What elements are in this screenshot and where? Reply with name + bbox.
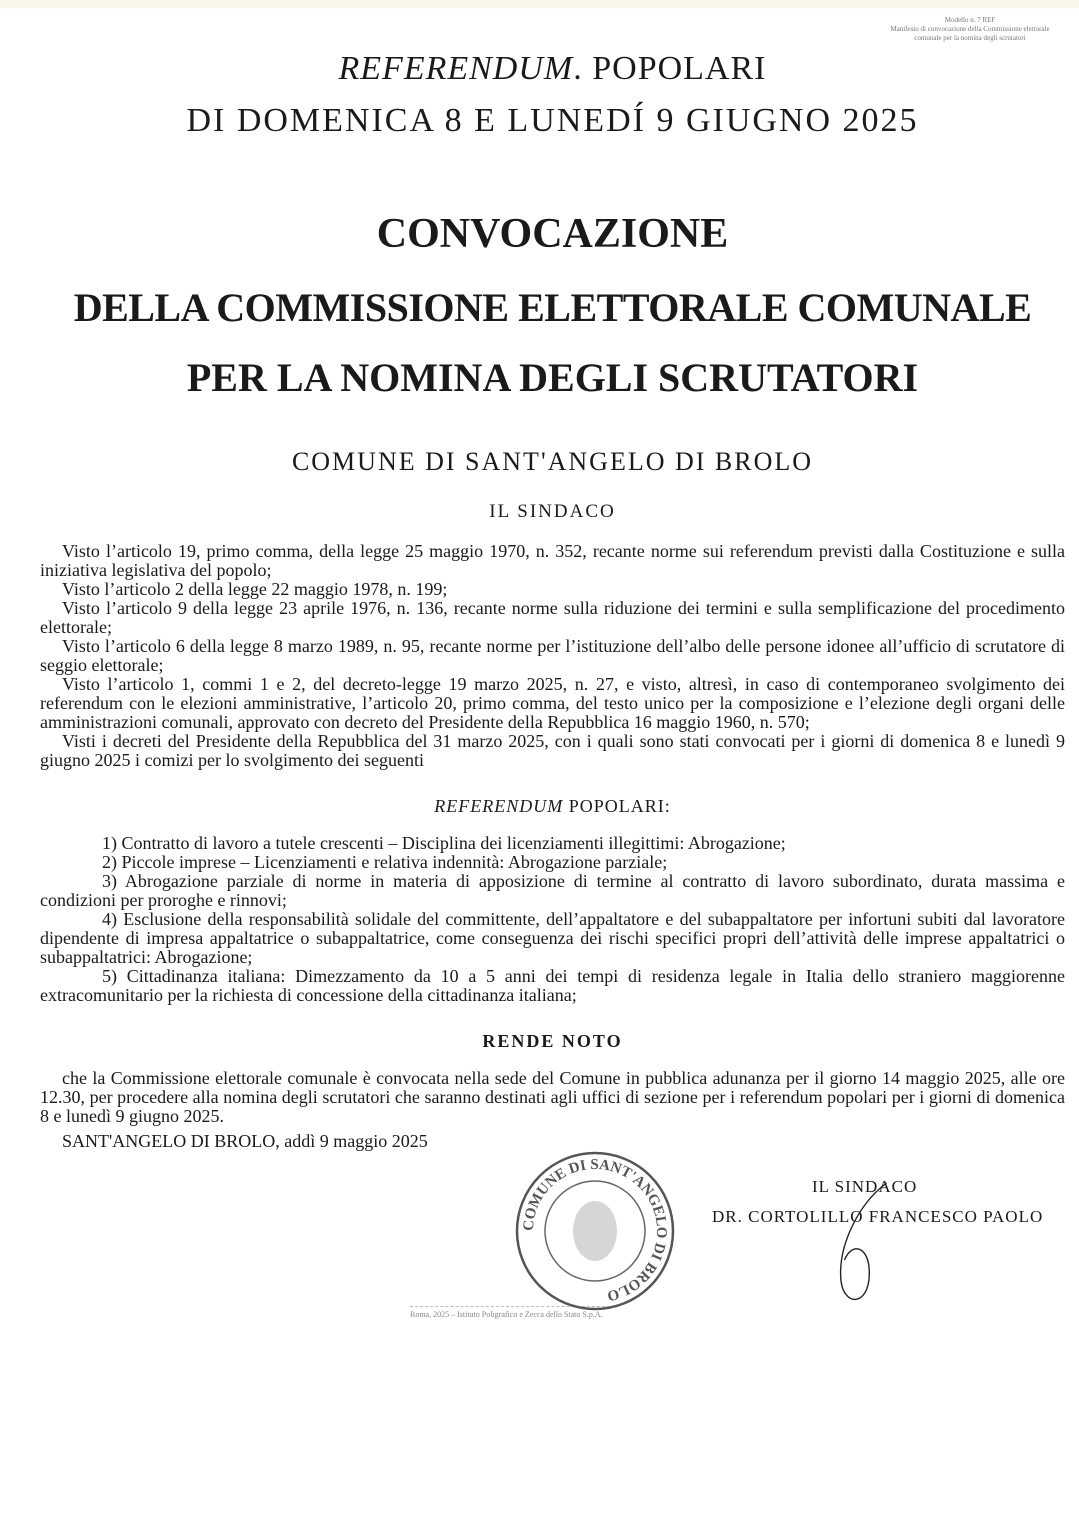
model-number: Modello n. 7 REF <box>944 16 996 24</box>
notice <box>40 1069 1065 1126</box>
document-page <box>40 48 1065 1319</box>
referendum-item: 1) Contratto di lavoro a tutele crescenti – Disciplina dei licenziamenti illegittimi: Abrogazione; <box>102 833 786 853</box>
signature-title: IL SINDACO <box>812 1177 918 1196</box>
main-title-1: CONVOCAZIONE <box>376 211 729 257</box>
title-rest: . POPOLARI <box>573 50 767 87</box>
referendum-heading-rest: POPOLARI: <box>563 796 671 816</box>
rende-noto-heading: RENDE NOTO <box>482 1031 623 1051</box>
notice-paragraph: che la Commissione elettorale comunale è convocata nella sede del Comune in pubblica adunanza per il giorno 14 maggio 2025, alle ore 12.30, per procedere alla nomina degli scrutatori che saranno destinati agli uffici di sezione per i referendum popolari per i giorni di domenica 8 e lunedì 9 giugno 2025. <box>40 1068 1065 1126</box>
scan-edge <box>0 0 1079 8</box>
official-stamp-icon <box>510 1146 680 1316</box>
comune-heading: COMUNE DI SANT'ANGELO DI BROLO <box>291 447 814 476</box>
stamp-text: COMUNE DI SANT'ANGELO DI BROLO <box>520 1156 670 1304</box>
referendum-item: 5) Cittadinanza italiana: Dimezzamento da 10 a 5 anni dei tempi di residenza legale in Italia dello straniero maggiorenne extracomunitario per la richiesta di concessione della cittadinanza italiana; <box>40 966 1065 1005</box>
title-italic: REFERENDUM <box>338 50 574 87</box>
main-title-2: DELLA COMMISSIONE ELETTORALE COMUNALE <box>73 285 1032 330</box>
signature-name: DR. CORTOLILLO FRANCESCO PAOLO <box>712 1207 1044 1226</box>
referendum-list <box>40 834 1065 1005</box>
referendum-item: 4) Esclusione della responsabilità solidale del committente, dell’appaltatore e del subappaltatore per infortuni subiti dal lavoratore dipendente di impresa appaltatrice o subappaltatrice, come conseguenza dei rischi specifici propri dell’attività delle imprese appaltatrici o subappaltatrici: Abrogazione; <box>40 909 1065 967</box>
preamble-paragraph: Visto l’articolo 6 della legge 8 marzo 1989, n. 95, recante norme per l’istituzione dell’albo delle persone idonee all’ufficio di scrutatore di seggio elettorale; <box>40 636 1065 675</box>
preamble-paragraph: Visti i decreti del Presidente della Repubblica del 31 marzo 2025, con i quali sono stati convocati per i giorni di domenica 8 e lunedì 9 giugno 2025 i comizi per lo svolgimento dei seguenti <box>40 731 1065 770</box>
printer-footer: Roma, 2025 – Istituto Poligrafico e Zecca dello Stato S.p.A. <box>410 1306 610 1319</box>
title-referendum <box>40 48 1065 90</box>
preamble-paragraph: Visto l’articolo 19, primo comma, della legge 25 maggio 1970, n. 352, recante norme sui referendum previsti dalla Costituzione e sulla iniziativa legislativa del popolo; <box>40 541 1065 580</box>
form-model-label <box>880 16 1060 43</box>
referendum-heading-italic: REFERENDUM <box>434 796 564 816</box>
model-description: Manifesto di convocazione della Commissione elettorale comunale per la nomina degli scrutatori <box>890 25 1050 42</box>
preamble <box>40 542 1065 770</box>
title-dates: DI DOMENICA 8 E LUNEDÍ 9 GIUGNO 2025 <box>186 102 919 139</box>
preamble-paragraph: Visto l’articolo 9 della legge 23 aprile 1976, n. 136, recante norme sulla riduzione dei termini e sulla semplificazione del procedimento elettorale; <box>40 598 1065 637</box>
signature-area <box>40 1156 1065 1306</box>
main-title-3: PER LA NOMINA DEGLI SCRUTATORI <box>186 355 919 400</box>
preamble-paragraph: Visto l’articolo 2 della legge 22 maggio 1978, n. 199; <box>62 579 448 599</box>
preamble-paragraph: Visto l’articolo 1, commi 1 e 2, del decreto-legge 19 marzo 2025, n. 27, e visto, altresì, in caso di contemporaneo svolgimento dei referendum con le elezioni amministrative, l’articolo 20, primo comma, del testo unico per la composizione e l’elezione degli organi delle amministrazioni comunali, approvato con decreto del Presidente della Repubblica 16 maggio 1960, n. 570; <box>40 674 1065 732</box>
referendum-item: 2) Piccole imprese – Licenziamenti e relativa indennità: Abrogazione parziale; <box>102 852 668 872</box>
referendum-item: 3) Abrogazione parziale di norme in materia di apposizione di termine al contratto di lavoro subordinato, durata massima e condizioni per proroghe e rinnovi; <box>40 871 1065 910</box>
sindaco-heading: IL SINDACO <box>489 501 616 522</box>
date-line: SANT'ANGELO DI BROLO, addì 9 maggio 2025 <box>62 1131 428 1151</box>
referendum-heading <box>40 794 1065 818</box>
